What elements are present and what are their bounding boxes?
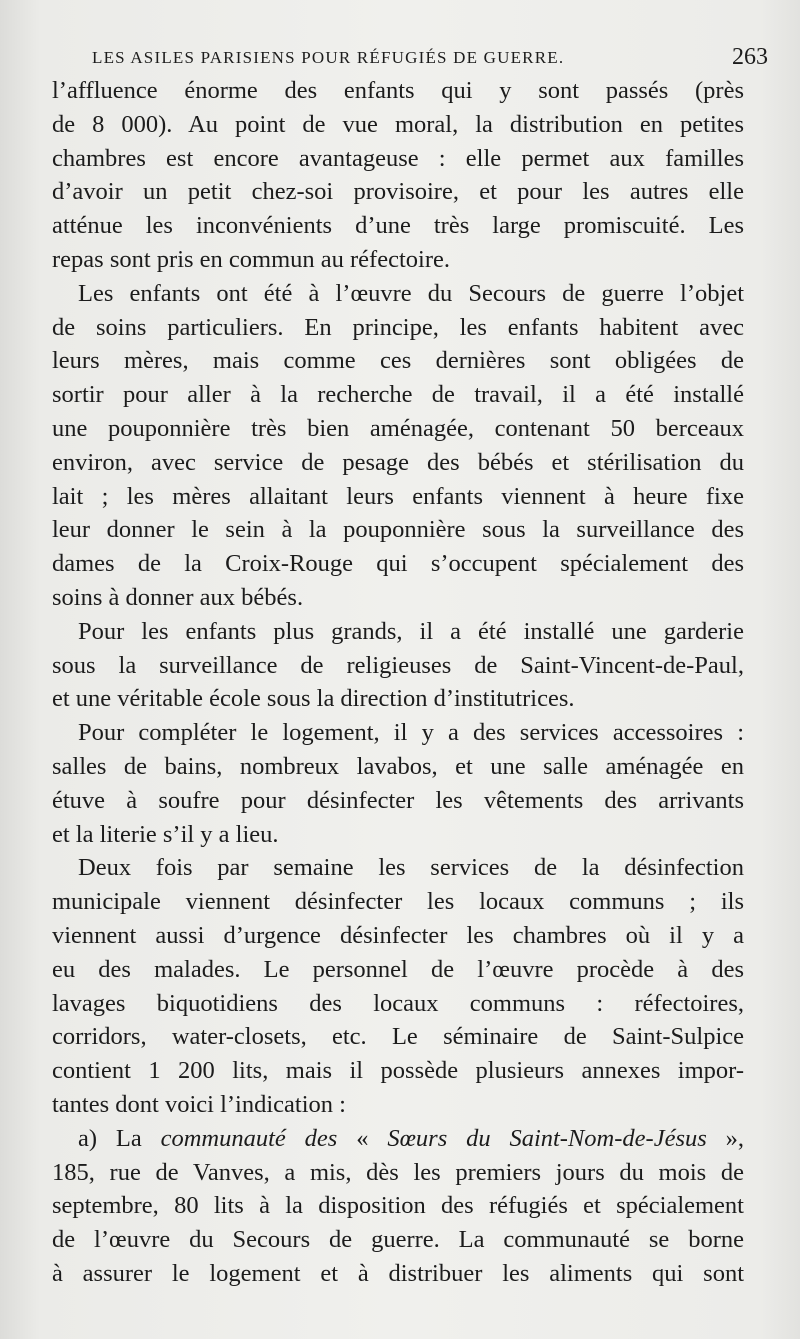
text-line: soins à donner aux bébés. bbox=[52, 583, 304, 611]
text-line: de l’œuvre du Secours de guerre. La communauté se borne bbox=[52, 1226, 744, 1254]
text-line: sortir pour aller à la recherche de travail, il a été installé bbox=[52, 381, 744, 409]
list-item-a-first-line bbox=[52, 1122, 744, 1156]
text-line: à assurer le logement et à distribuer les aliments qui sont bbox=[52, 1259, 744, 1287]
text-line: étuve à soufre pour désinfecter les vêtements des arrivants bbox=[52, 786, 744, 814]
text-line: leurs mères, mais comme ces dernières sont obligées de bbox=[52, 347, 744, 375]
text-line: l’affluence énorme des enfants qui y sont passés (près bbox=[52, 77, 744, 104]
quote-close: », bbox=[706, 1124, 744, 1152]
text-line: Pour les enfants plus grands, il a été installé une garderie bbox=[78, 617, 744, 645]
body-text bbox=[52, 74, 744, 1291]
text-line: d’avoir un petit chez-soi provisoire, et pour les autres elle bbox=[52, 178, 744, 206]
text-line: environ, avec service de pesage des bébés et stérilisation du bbox=[52, 448, 744, 476]
list-marker: a) bbox=[78, 1124, 98, 1152]
text-line: corridors, water-closets, etc. Le séminaire de Saint-Sulpice bbox=[52, 1023, 744, 1051]
text-line: une pouponnière très bien aménagée, contenant 50 berceaux bbox=[52, 414, 744, 442]
italic-text: Sœurs du Saint-Nom-de-Jésus bbox=[387, 1124, 707, 1152]
text-line: leur donner le sein à la pouponnière sous la surveillance des bbox=[52, 516, 744, 544]
text-line: chambres est encore avantageuse : elle permet aux familles bbox=[52, 144, 744, 172]
text-line: Pour compléter le logement, il y a des services accessoires : bbox=[78, 719, 744, 747]
text-line: et la literie s’il y a lieu. bbox=[52, 820, 279, 848]
page-number: 263 bbox=[732, 44, 768, 70]
text-line: de soins particuliers. En principe, les enfants habitent avec bbox=[52, 313, 744, 341]
list-lead: La bbox=[97, 1124, 161, 1152]
text-line: dames de la Croix-Rouge qui s’occupent spécialement des bbox=[52, 550, 744, 578]
text-line: eu des malades. Le personnel de l’œuvre procède à des bbox=[52, 955, 744, 983]
text-line: salles de bains, nombreux lavabos, et une salle aménagée en bbox=[52, 752, 744, 780]
text-line: viennent aussi d’urgence désinfecter les chambres où il y a bbox=[52, 921, 744, 949]
running-title: LES ASILES PARISIENS POUR RÉFUGIÉS DE GUERRE. bbox=[92, 48, 565, 67]
text-line: sous la surveillance de religieuses de Saint-Vincent-de-Paul, bbox=[52, 651, 744, 679]
italic-text: communauté des bbox=[160, 1124, 338, 1152]
text-line: tantes dont voici l’indication : bbox=[52, 1090, 346, 1118]
text-line: repas sont pris en commun au réfectoire. bbox=[52, 245, 450, 273]
quote-open: « bbox=[337, 1124, 388, 1152]
text-line: atténue les inconvénients d’une très large promiscuité. Les bbox=[52, 212, 744, 240]
text-line: 185, rue de Vanves, a mis, dès les premiers jours du mois de bbox=[52, 1158, 744, 1186]
text-line: septembre, 80 lits à la disposition des réfugiés et spécialement bbox=[52, 1192, 744, 1220]
text-line: et une véritable école sous la direction d’institutrices. bbox=[52, 685, 575, 713]
text-line: contient 1 200 lits, mais il possède plusieurs annexes impor- bbox=[52, 1057, 744, 1085]
text-line: lait ; les mères allaitant leurs enfants viennent à heure fixe bbox=[52, 482, 744, 510]
text-line: Deux fois par semaine les services de la désinfection bbox=[78, 854, 744, 882]
text-line: Les enfants ont été à l’œuvre du Secours de guerre l’objet bbox=[78, 279, 744, 307]
text-line: municipale viennent désinfecter les locaux communs ; ils bbox=[52, 888, 744, 916]
running-head bbox=[92, 44, 768, 74]
text-line: lavages biquotidiens des locaux communs : réfectoires, bbox=[52, 989, 744, 1017]
text-line: de 8 000). Au point de vue moral, la distribution en petites bbox=[52, 110, 744, 138]
